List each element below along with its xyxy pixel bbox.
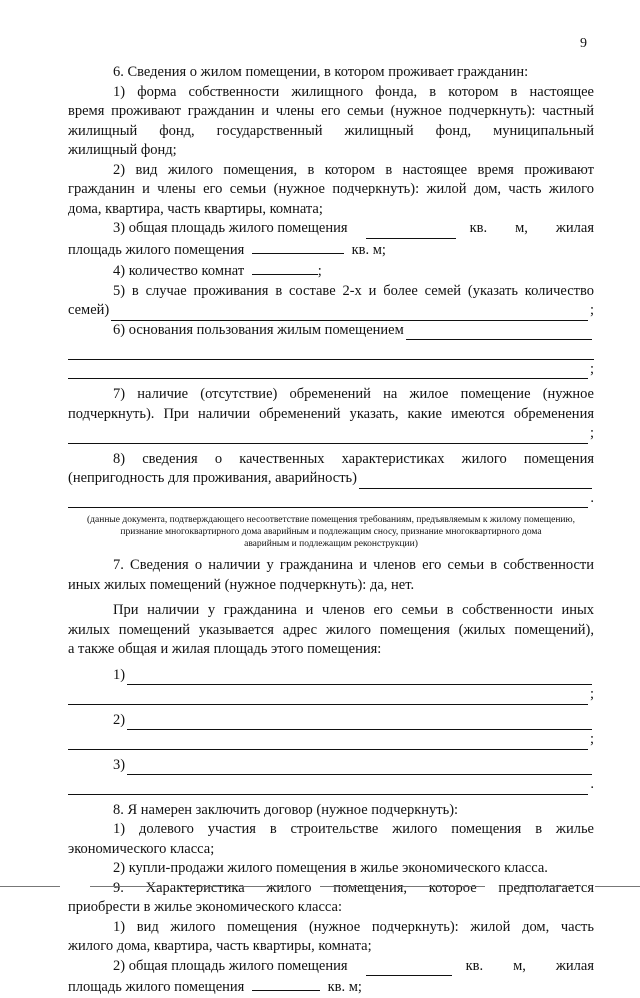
usage-basis-blank-3[interactable]	[68, 364, 588, 379]
property-entry-1-blank[interactable]	[127, 670, 592, 685]
property-entry-2	[68, 711, 594, 731]
rooms-count-blank[interactable]	[252, 260, 318, 275]
desired-total-area-unit: кв. м, жилая	[465, 957, 594, 974]
section6-item3-line1	[68, 219, 594, 239]
section7-heading-line1: 7. Сведения о наличии у гражданина и членов его семьи в собственности	[113, 557, 594, 573]
section8-item1-line2: экономического класса;	[68, 840, 215, 857]
encumbrance-semicolon: ;	[589, 425, 594, 441]
section6-item5-line1: 5) в случае проживания в составе 2-х и более семей (указать количество	[113, 282, 594, 299]
section6-item3-line2	[68, 239, 594, 261]
desired-living-area-unit: кв. м;	[327, 979, 362, 995]
property-entry-3	[68, 756, 594, 776]
section6-item8-line2	[68, 469, 594, 489]
section6-item2-line2: гражданин и члены его семьи (нужное подчеркнуть): жилой дом, часть жилого	[68, 181, 594, 197]
total-area-blank[interactable]	[366, 224, 456, 239]
section9-heading-line1: 9. Характеристика жилого помещения, которое предполагается	[113, 879, 594, 896]
encumbrance-line	[68, 424, 594, 444]
property-entry-3-period: .	[590, 776, 594, 792]
usage-basis-semicolon: ;	[589, 360, 594, 377]
property-entry-2-blank-2[interactable]	[68, 735, 588, 750]
section9-item1-line1: 1) вид жилого помещения (нужное подчеркнуть): жилой дом, часть	[113, 918, 594, 935]
section8-heading: 8. Я намерен заключить договор (нужное подчеркнуть):	[113, 801, 459, 818]
section6-item1-line3: жилищный фонд, государственный жилищный фонд, муниципальный	[68, 122, 594, 139]
section6-item1-line4: жилищный фонд;	[68, 142, 177, 158]
section7-heading-line2: иных жилых помещений (нужное подчеркнуть): да, нет.	[68, 576, 415, 593]
families-label: семей)	[68, 302, 110, 318]
usage-basis-line3	[68, 360, 594, 380]
families-semicolon: ;	[589, 302, 594, 318]
usage-basis-line2[interactable]	[68, 340, 594, 360]
total-area-unit: кв. м, жилая	[469, 220, 594, 236]
property-entry-2-blank[interactable]	[127, 715, 592, 730]
section6-item1-line2: время проживают гражданин и члены его семьи (нужное подчеркнуть): частный	[68, 103, 594, 119]
section9-item2-line2	[68, 976, 594, 998]
section6-item2-line1: 2) вид жилого помещения, в котором в настоящее время проживают	[113, 161, 594, 178]
property-entry-2-semicolon: ;	[589, 731, 594, 747]
living-area-blank[interactable]	[252, 239, 344, 254]
property-entry-3-blank-2[interactable]	[68, 780, 588, 795]
section6-item7-line1: 7) наличие (отсутствие) обременений на жилое помещение (нужное	[113, 386, 594, 402]
section6-heading: 6. Сведения о жилом помещении, в котором проживает гражданин:	[113, 64, 529, 80]
property-entry-1-line2	[68, 685, 594, 705]
document-body	[68, 63, 594, 998]
rooms-count-semicolon: ;	[317, 263, 322, 279]
section6-item1-line1: 1) форма собственности жилищного фонда, в котором в настоящее	[113, 83, 594, 100]
unfitness-blank[interactable]	[359, 474, 592, 489]
property-entry-2-line2	[68, 730, 594, 750]
section9-item2-line1	[68, 957, 594, 977]
property-entry-3-number: 3)	[113, 756, 126, 773]
unfitness-period: .	[590, 489, 594, 506]
section8-item2: 2) купли-продажи жилого помещения в жилье экономического класса.	[113, 860, 548, 876]
section7-text-line1: При наличии у гражданина и членов его семьи в собственности иных	[113, 602, 594, 618]
living-area-label: площадь жилого помещения	[68, 241, 245, 258]
page-number: 9	[580, 36, 587, 51]
unfitness-label: (непригодность для проживания, аварийность)	[68, 470, 357, 486]
section6-item8-line1: 8) сведения о качественных характеристиках жилого помещения	[113, 450, 594, 467]
property-entry-2-number: 2)	[113, 711, 126, 728]
property-entry-1-blank-2[interactable]	[68, 690, 588, 705]
section8-item1-line1: 1) долевого участия в строительстве жилого помещения в жилье	[113, 821, 594, 837]
property-entry-3-blank[interactable]	[127, 760, 592, 775]
usage-basis-blank[interactable]	[406, 325, 592, 340]
encumbrance-blank[interactable]	[68, 429, 588, 444]
section7-text-line2: жилых помещений указывается адрес жилого помещения (жилых помещений),	[68, 621, 594, 638]
note-line2: признание многоквартирного дома аварийным и подлежащим сносу, признание многоквартирного дома	[120, 527, 542, 537]
total-area-label: 3) общая площадь жилого помещения	[113, 220, 348, 236]
families-blank[interactable]	[111, 306, 588, 321]
note-line1: (данные документа, подтверждающего несоответствие помещения требованиям, предъявляемым к жилому помещению,	[87, 515, 575, 525]
footer-dashed-rule	[0, 886, 640, 888]
desired-living-area-blank[interactable]	[252, 976, 320, 991]
property-entry-1	[68, 666, 594, 686]
desired-living-area-label: площадь жилого помещения	[68, 979, 245, 995]
desired-total-area-label: 2) общая площадь жилого помещения	[113, 957, 348, 974]
section6-item2-line3: дома, квартира, часть квартиры, комната;	[68, 200, 323, 217]
property-entry-3-line2	[68, 775, 594, 795]
desired-total-area-blank[interactable]	[366, 961, 452, 976]
section9-heading-line2: приобрести в жилье экономического класса:	[68, 899, 342, 915]
section6-item4	[68, 260, 594, 282]
section9-item1-line2: жилого дома, квартира, часть квартиры, комната;	[68, 938, 372, 954]
section6-item6-line1	[68, 321, 594, 341]
unfitness-line2	[68, 489, 594, 509]
document-note	[68, 514, 594, 550]
note-line3: аварийным и подлежащим реконструкции)	[244, 539, 418, 549]
rooms-count-label: 4) количество комнат	[113, 263, 245, 279]
living-area-unit: кв. м;	[351, 241, 386, 258]
section6-item7-line2: подчеркнуть). При наличии обременений указать, какие имеются обременения	[68, 405, 594, 422]
section6-item5-line2	[68, 301, 594, 321]
usage-basis-label: 6) основания пользования жилым помещением	[113, 321, 404, 338]
property-entry-1-number: 1)	[113, 666, 126, 683]
section7-text-line3: а также общая и жилая площадь этого помещения:	[68, 641, 382, 657]
unfitness-blank-2[interactable]	[68, 493, 588, 508]
property-entry-1-semicolon: ;	[589, 686, 594, 702]
